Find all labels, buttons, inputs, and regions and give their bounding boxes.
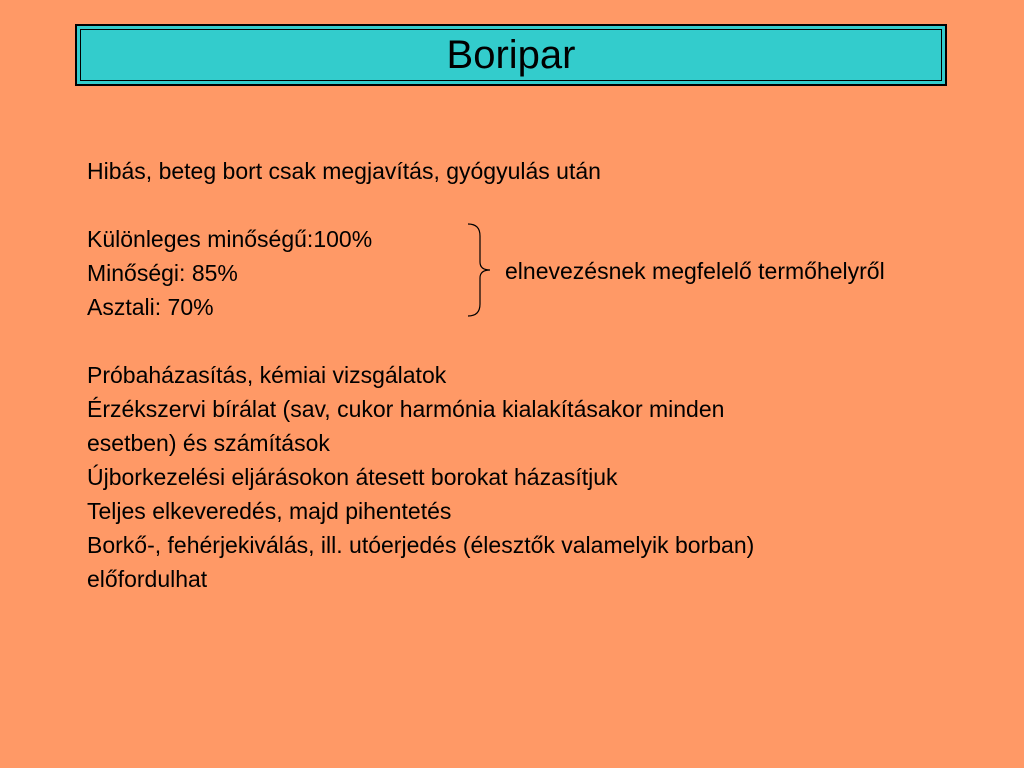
- step-line: előfordulhat: [87, 566, 208, 592]
- quality-item-special: Különleges minőségű:100%: [87, 226, 373, 252]
- step-line: Teljes elkeveredés, majd pihentetés: [87, 498, 452, 524]
- quality-list: [87, 222, 372, 324]
- step-line: esetben) és számítások: [87, 430, 330, 456]
- step-line: Újborkezelési eljárásokon átesett borokat házasítjuk: [87, 464, 618, 490]
- intro-line: Hibás, beteg bort csak megjavítás, gyógyulás után: [87, 158, 601, 184]
- process-steps: [87, 358, 754, 596]
- brace-note: elnevezésnek megfelelő termőhelyről: [505, 258, 885, 284]
- step-line: Érzékszervi bírálat (sav, cukor harmónia kialakításakor minden: [87, 396, 725, 422]
- step-line: Próbaházasítás, kémiai vizsgálatok: [87, 362, 447, 388]
- intro-text-block: [87, 154, 601, 188]
- title-box: [75, 24, 947, 86]
- right-brace-icon: [466, 222, 496, 318]
- slide-title: Boripar: [446, 33, 576, 77]
- quality-item-quality: Minőségi: 85%: [87, 260, 238, 286]
- step-line: Borkő-, fehérjekiválás, ill. utóerjedés (élesztők valamelyik borban): [87, 532, 755, 558]
- quality-item-table: Asztali: 70%: [87, 294, 214, 320]
